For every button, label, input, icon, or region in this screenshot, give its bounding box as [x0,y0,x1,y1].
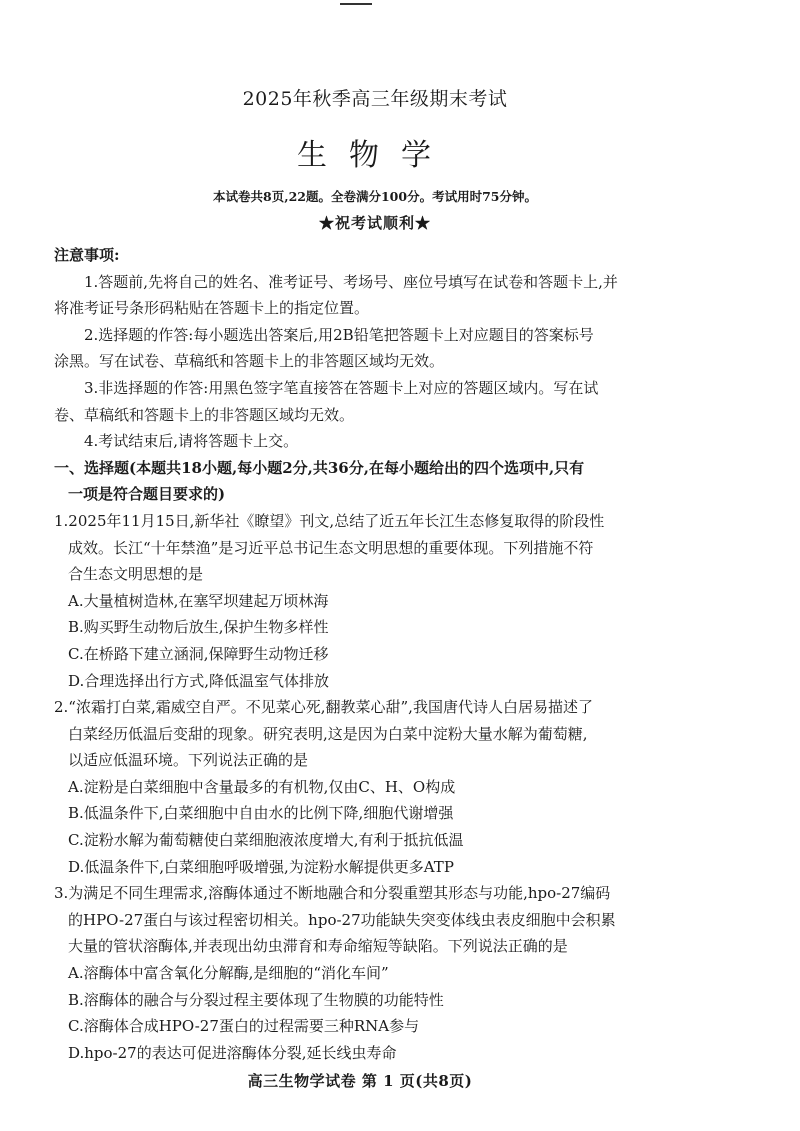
question-2-option-d: D.低温条件下,白菜细胞呼吸增强,为淀粉水解提供更多ATP [68,857,454,876]
question-1-stem-line2: 成效。长江“十年禁渔”是习近平总书记生态文明思想的重要体现。下列措施不符 [68,538,594,557]
top-dash-mark [340,3,372,5]
question-1-stem-line1: 1.2025年11月15日,新华社《瞭望》刊文,总结了近五年长江生态修复取得的阶段性 [54,511,605,530]
good-luck-banner: ★祝考试顺利★ [318,214,431,232]
question-3-stem-line2: 的HPO-27蛋白与该过程密切相关。hpo-27功能缺失突变体线虫表皮细胞中会积累 [68,910,616,929]
question-1-option-a: A.大量植树造林,在塞罕坝建起万顷林海 [68,591,329,610]
notice-item-1-line1: 1.答题前,先将自己的姓名、准考证号、考场号、座位号填写在试卷和答题卡上,并 [84,272,618,291]
question-2-option-c: C.淀粉水解为葡萄糖使白菜细胞液浓度增大,有利于抵抗低温 [68,831,464,850]
question-1-stem-line3: 合生态文明思想的是 [68,565,204,584]
section-heading-line2: 一项是符合题目要求的) [68,485,226,504]
exam-info: 本试卷共8页,22题。全卷满分100分。考试用时75分钟。 [213,189,537,204]
question-2-stem-line1: 2.“浓霜打白菜,霜威空自严。不见菜心死,翻教菜心甜”,我国唐代诗人白居易描述了 [54,698,593,717]
notice-item-3-line1: 3.非选择题的作答:用黑色签字笔直接答在答题卡上对应的答题区域内。写在试 [84,378,599,397]
question-2-option-b: B.低温条件下,白菜细胞中自由水的比例下降,细胞代谢增强 [68,804,454,823]
question-3 [54,880,644,1066]
notice-item-4-line1: 4.考试结束后,请将答题卡上交。 [84,432,299,451]
question-2-option-a: A.淀粉是白菜细胞中含量最多的有机物,仅由C、H、O构成 [68,777,456,796]
question-3-stem-line3: 大量的管状溶酶体,并表现出幼虫滞育和寿命缩短等缺陷。下列说法正确的是 [68,937,568,956]
notice-item-1-line2: 将准考证号条形码粘贴在答题卡上的指定位置。 [54,299,370,318]
question-2-stem-line3: 以适应低温环境。下列说法正确的是 [68,751,309,770]
question-3-stem-line1: 3.为满足不同生理需求,溶酶体通过不断地融合和分裂重塑其形态与功能,hpo-27编码 [54,884,611,903]
question-3-option-c: C.溶酶体合成HPO-27蛋白的过程需要三种RNA参与 [68,1017,420,1036]
exam-title: 2025年秋季高三年级期末考试 [242,88,508,110]
notice-heading: 注意事项: [54,246,120,264]
notice-item-2-line2: 涂黑。写在试卷、草稿纸和答题卡上的非答题区域均无效。 [54,352,445,371]
question-1-option-d: D.合理选择出行方式,降低温室气体排放 [68,671,330,690]
question-1-option-c: C.在桥路下建立涵洞,保障野生动物迁移 [68,644,329,663]
question-3-option-b: B.溶酶体的融合与分裂过程主要体现了生物膜的功能特性 [68,990,444,1009]
section-heading-line1: 一、选择题(本题共18小题,每小题2分,共36分,在每小题给出的四个选项中,只有 [54,458,585,477]
subject-title: 生物学 [297,138,453,173]
notice-item-2-line1: 2.选择题的作答:每小题选出答案后,用2B铅笔把答题卡上对应题目的答案标号 [84,325,594,344]
question-1 [54,508,644,694]
question-1-option-b: B.购买野生动物后放生,保护生物多样性 [68,618,329,637]
question-3-option-d: D.hpo-27的表达可促进溶酶体分裂,延长线虫寿命 [68,1043,397,1062]
notice-item-3-line2: 卷、草稿纸和答题卡上的非答题区域均无效。 [54,405,355,424]
page-footer: 高三生物学试卷 第 1 页(共8页) [247,1072,473,1090]
question-2-stem-line2: 白菜经历低温后变甜的现象。研究表明,这是因为白菜中淀粉大量水解为葡萄糖, [68,724,588,743]
question-3-option-a: A.溶酶体中富含氧化分解酶,是细胞的“消化车间” [68,964,389,983]
question-2 [54,694,644,880]
exam-content [54,242,644,1066]
